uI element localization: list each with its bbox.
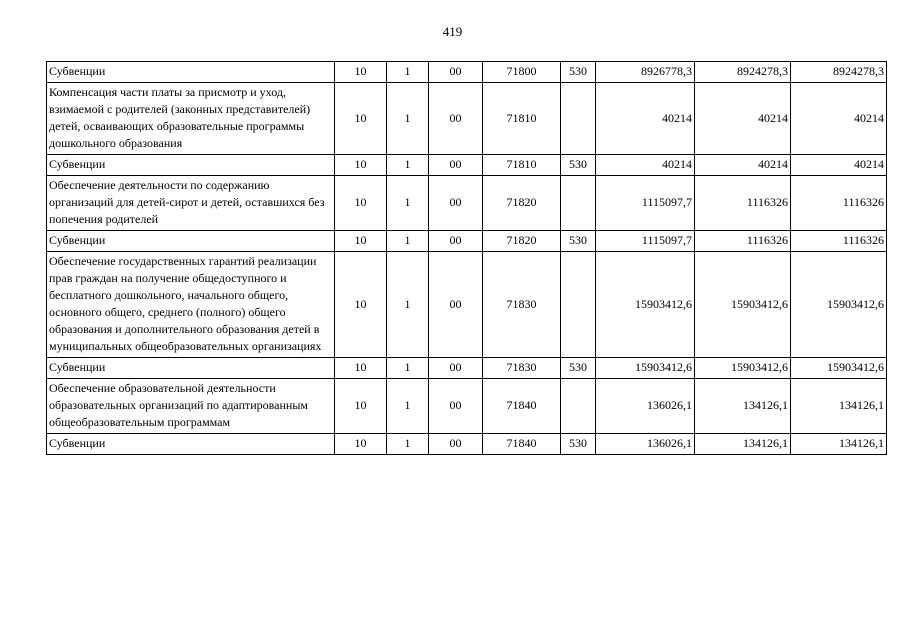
- subsection-code: 1: [387, 379, 429, 434]
- program-code: 00: [429, 358, 483, 379]
- target-article-code: 71840: [483, 434, 561, 455]
- target-article-code: 71840: [483, 379, 561, 434]
- expense-type-code: [561, 83, 596, 155]
- target-article-code: 71820: [483, 176, 561, 231]
- amount-year-3: 1116326: [791, 176, 887, 231]
- table-row: [47, 176, 887, 231]
- amount-year-1: 8926778,3: [596, 62, 695, 83]
- amount-year-1: 40214: [596, 155, 695, 176]
- amount-year-3: 1116326: [791, 231, 887, 252]
- program-code: 00: [429, 62, 483, 83]
- target-article-code: 71830: [483, 252, 561, 358]
- amount-year-1: 15903412,6: [596, 358, 695, 379]
- section-code: 10: [335, 252, 387, 358]
- expense-type-code: 530: [561, 358, 596, 379]
- section-code: 10: [335, 434, 387, 455]
- amount-year-2: 134126,1: [695, 379, 791, 434]
- target-article-code: 71800: [483, 62, 561, 83]
- table-row: [47, 83, 887, 155]
- subsection-code: 1: [387, 83, 429, 155]
- section-code: 10: [335, 231, 387, 252]
- program-code: 00: [429, 155, 483, 176]
- row-name: Субвенции: [47, 155, 335, 176]
- amount-year-2: 1116326: [695, 231, 791, 252]
- amount-year-1: 1115097,7: [596, 231, 695, 252]
- expense-type-code: [561, 176, 596, 231]
- amount-year-2: 40214: [695, 83, 791, 155]
- row-name: Обеспечение деятельности по содержанию организаций для детей-сирот и детей, оставшихся без попечения родителей: [47, 176, 335, 231]
- row-name: Субвенции: [47, 358, 335, 379]
- amount-year-2: 134126,1: [695, 434, 791, 455]
- target-article-code: 71830: [483, 358, 561, 379]
- amount-year-3: 134126,1: [791, 379, 887, 434]
- program-code: 00: [429, 379, 483, 434]
- row-name: Обеспечение образовательной деятельности образовательных организаций по адаптированным общеобразовательным программам: [47, 379, 335, 434]
- subsection-code: 1: [387, 155, 429, 176]
- amount-year-3: 40214: [791, 155, 887, 176]
- section-code: 10: [335, 155, 387, 176]
- table-row: [47, 434, 887, 455]
- table-row: [47, 231, 887, 252]
- amount-year-3: 134126,1: [791, 434, 887, 455]
- program-code: 00: [429, 434, 483, 455]
- row-name: Компенсация части платы за присмотр и уход, взимаемой с родителей (законных представителей) детей, осваивающих образовательные программы дошкольного образования: [47, 83, 335, 155]
- amount-year-2: 40214: [695, 155, 791, 176]
- table-body: [47, 62, 887, 455]
- row-name: Субвенции: [47, 231, 335, 252]
- subsection-code: 1: [387, 176, 429, 231]
- amount-year-3: 8924278,3: [791, 62, 887, 83]
- program-code: 00: [429, 231, 483, 252]
- table-row: [47, 358, 887, 379]
- expense-type-code: 530: [561, 434, 596, 455]
- expense-type-code: 530: [561, 231, 596, 252]
- section-code: 10: [335, 62, 387, 83]
- subsection-code: 1: [387, 252, 429, 358]
- row-name: Обеспечение государственных гарантий реализации прав граждан на получение общедоступного и бесплатного дошкольного, начального общего, основного общего, среднего (полного) общего образования и дополнительного образования детей в муниципальных общеобразовательных организациях: [47, 252, 335, 358]
- subsection-code: 1: [387, 358, 429, 379]
- amount-year-1: 136026,1: [596, 379, 695, 434]
- subsection-code: 1: [387, 62, 429, 83]
- page-number: 419: [442, 24, 463, 39]
- amount-year-3: 15903412,6: [791, 358, 887, 379]
- amount-year-2: 8924278,3: [695, 62, 791, 83]
- amount-year-3: 15903412,6: [791, 252, 887, 358]
- subsection-code: 1: [387, 231, 429, 252]
- section-code: 10: [335, 83, 387, 155]
- row-name: Субвенции: [47, 434, 335, 455]
- target-article-code: 71810: [483, 83, 561, 155]
- table-row: [47, 155, 887, 176]
- section-code: 10: [335, 176, 387, 231]
- amount-year-1: 136026,1: [596, 434, 695, 455]
- section-code: 10: [335, 379, 387, 434]
- program-code: 00: [429, 176, 483, 231]
- expense-type-code: 530: [561, 155, 596, 176]
- row-name: Субвенции: [47, 62, 335, 83]
- amount-year-1: 40214: [596, 83, 695, 155]
- target-article-code: 71820: [483, 231, 561, 252]
- expense-type-code: [561, 379, 596, 434]
- table-row: [47, 62, 887, 83]
- amount-year-2: 15903412,6: [695, 358, 791, 379]
- expense-type-code: [561, 252, 596, 358]
- expense-type-code: 530: [561, 62, 596, 83]
- subsection-code: 1: [387, 434, 429, 455]
- program-code: 00: [429, 252, 483, 358]
- program-code: 00: [429, 83, 483, 155]
- table-row: [47, 379, 887, 434]
- section-code: 10: [335, 358, 387, 379]
- budget-table: [46, 61, 887, 455]
- amount-year-2: 1116326: [695, 176, 791, 231]
- table-row: [47, 252, 887, 358]
- amount-year-2: 15903412,6: [695, 252, 791, 358]
- amount-year-3: 40214: [791, 83, 887, 155]
- amount-year-1: 1115097,7: [596, 176, 695, 231]
- target-article-code: 71810: [483, 155, 561, 176]
- amount-year-1: 15903412,6: [596, 252, 695, 358]
